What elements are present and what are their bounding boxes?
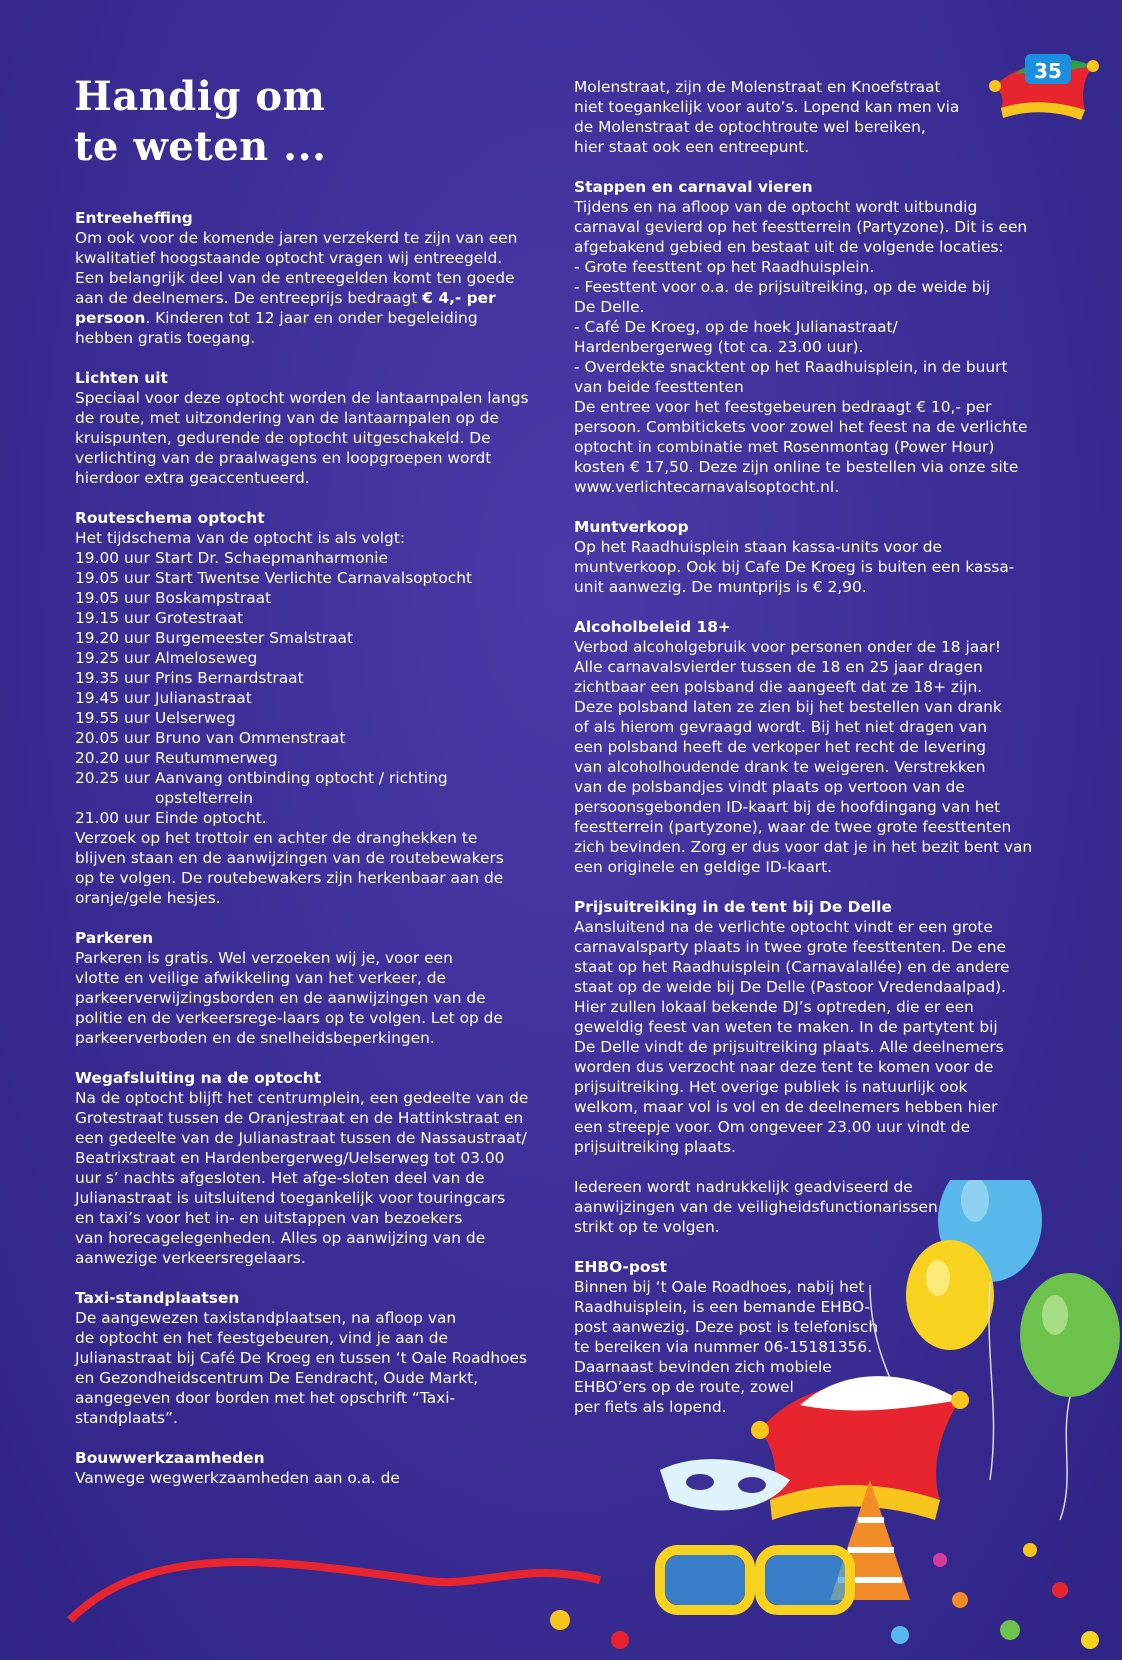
page-number: 35 (1034, 59, 1062, 83)
section-heading: Stappen en carnaval vieren (574, 178, 813, 196)
section-stappen (574, 177, 1049, 497)
schedule-event: Reutummerweg (155, 749, 278, 767)
section-text: Op het Raadhuisplein staan kassa-units voor de muntverkoop. Ook bij Cafe De Kroeg is buiten een kassa- unit aanwezig. De muntprijs is € 2,90. (574, 538, 1015, 596)
text-part: Om ook voor de komende jaren verzekerd te zijn van een kwalitatief hoogstaande optocht vragen wij entreegeld. Een belangrijk deel van de entreegelden komt ten goede aan de deelnemers. De entreeprijs bedraagt (75, 229, 518, 307)
jester-hat-icon (751, 1376, 969, 1520)
schedule-event: Julianastraat (155, 689, 252, 707)
schedule-row (75, 808, 555, 828)
schedule-row (75, 648, 555, 668)
schedule-time: 19.05 uur (75, 589, 150, 607)
schedule-time: 19.55 uur (75, 709, 150, 727)
schedule-time: 19.05 uur (75, 569, 150, 587)
page-title (74, 72, 326, 172)
schedule-event: Prins Bernardstraat (155, 669, 304, 687)
schedule-event: Burgemeester Smalstraat (155, 629, 354, 647)
schedule-time: 20.05 uur (75, 729, 150, 747)
section-heading: EHBO-post (574, 1258, 667, 1276)
schedule-time: 19.00 uur (75, 549, 150, 567)
schedule-time: 19.25 uur (75, 649, 150, 667)
schedule-event: Uelserweg (155, 709, 236, 727)
schedule-event: Grotestraat (155, 609, 244, 627)
schedule-time: 20.20 uur (75, 749, 150, 767)
schedule-row (75, 568, 555, 588)
section-text: Tijdens en na afloop van de optocht wordt uitbundig carnaval gevierd op het feestterrein (Partyzone). Dit is een afgebakend gebied en bestaat uit de volgende locaties: - Grote feesttent op het Raadhuisplein. - Feesttent voor o.a. de prijsuitreiking, op de weide bij De Delle. - Café De Kroeg, op de hoek Julianastraat/ Hardenbergerweg (tot ca. 23.00 uur). - Overdekte snacktent op het Raadhuisplein, in de buurt van beide feesttenten De entree voor het feestgebeuren bedraagt € 10,- per persoon. Combitickets voor zowel het feest na de verlichte optocht in combinatie met Rosenmontag (Power Hour) kosten € 17,50. Deze zijn online te bestellen via onze site www.verlichtecarnavalsoptocht.nl. (574, 198, 1028, 496)
schedule-row (75, 668, 555, 688)
section-text: Aansluitend na de verlichte optocht vindt er een grote carnavalsparty plaats in twee grote feesttenten. De ene staat op het Raadhuisplein (Carnavalallée) en de andere staat op de weide bij De Delle (Pastoor Vredendaalpad). Hier zullen lokaal bekende DJ’s optreden, die er een geweldig feest van weten te maken. In de partytent bij De Delle vindt de prijsuitreiking plaats. Alle deelnemers worden dus verzocht naar deze tent te komen voor de prijsuitreiking. Het overige publiek is natuurlijk ook welkom, maar vol is vol en de deelnemers hebben hier een streepje voor. Om ongeveer 23.00 uur vindt de prijsuitreiking plaats. (574, 918, 1010, 1156)
title-line-1: Handig om (74, 73, 326, 120)
section-lichten-uit (75, 368, 555, 488)
section-muntverkoop (574, 517, 1049, 597)
carnival-decoration (0, 1180, 1122, 1660)
section-heading: Muntverkoop (574, 518, 689, 536)
section-heading: Entreeheffing (75, 209, 193, 227)
schedule-time: 21.00 uur (75, 809, 150, 827)
section-heading: Bouwwerkzaamheden (75, 1449, 265, 1467)
schedule-time: 19.35 uur (75, 669, 150, 687)
section-parkeren (75, 928, 555, 1048)
schedule-event: Almeloseweg (155, 649, 258, 667)
schedule-event: Boskampstraat (155, 589, 272, 607)
section-routeschema (75, 508, 555, 908)
schedule-row (75, 728, 555, 748)
schedule-time: 20.25 uur (75, 769, 150, 787)
schedule-time: 19.20 uur (75, 629, 150, 647)
section-alcoholbeleid (574, 617, 1049, 877)
section-text: Speciaal voor deze optocht worden de lantaarnpalen langs de route, met uitzondering van de lantaarnpalen op de kruispunten, gedurende de optocht uitgeschakeld. De verlichting van de praalwagens en loopgroepen wordt hierdoor extra geaccentueerd. (75, 389, 529, 487)
section-heading: Alcoholbeleid 18+ (574, 618, 731, 636)
section-text: Parkeren is gratis. Wel verzoeken wij je, voor een vlotte en veilige afwikkeling van het verkeer, de parkeerverwijzingsborden en de aanwijzingen van de politie en de verkeersrege-laars op te volgen. Let op de parkeerverboden en de snelheidsbeperkingen. (75, 949, 503, 1047)
schedule-list (75, 548, 555, 828)
schedule-event: Aanvang ontbinding optocht / richting opstelterrein (155, 769, 448, 807)
section-text (75, 228, 555, 348)
schedule-intro: Het tijdschema van de optocht is als volgt: (75, 529, 406, 547)
schedule-outro: Verzoek op het trottoir en achter de dranghekken te blijven staan en de aanwijzingen van de routebewakers op te volgen. De routebewakers zijn herkenbaar aan de oranje/gele hesjes. (75, 829, 504, 907)
schedule-row (75, 708, 555, 728)
section-text: De aangewezen taxistandplaatsen, na afloop van de optocht en het feestgebeuren, vind je aan de Julianastraat bij Café De Kroeg en tussen ‘t Oale Roadhoes en Gezondheidscentrum De Eendracht, Oude Markt, aangegeven door borden met het opschrift “Taxi- standplaats”. (75, 1309, 527, 1427)
schedule-row (75, 628, 555, 648)
schedule-row (75, 748, 555, 768)
section-text: Na de optocht blijft het centrumplein, een gedeelte van de Grotestraat tussen de Oranjestraat en de Hattinkstraat en een gedeelte van de Julianastraat tussen de Nassaustraat/ Beatrixstraat en Hardenbergerweg/Uelserweg tot 03.00 uur s’ nachts afgesloten. Het afge-sloten deel van de Julianastraat is uitsluitend toegankelijk voor touringcars en taxi’s voor het in- en uitstappen van bezoekers van horecagelegenheden. Alles op aanwijzing van de aanwezige verkeersregelaars. (75, 1089, 529, 1267)
schedule-row (75, 688, 555, 708)
schedule-row (75, 608, 555, 628)
section-continuation (574, 77, 1049, 157)
title-line-2: te weten ... (74, 123, 327, 170)
schedule-event: Start Twentse Verlichte Carnavalsoptocht (155, 569, 473, 587)
schedule-time: 19.45 uur (75, 689, 150, 707)
section-heading: Taxi-standplaatsen (75, 1289, 240, 1307)
section-text: Molenstraat, zijn de Molenstraat en Knoefstraat niet toegankelijk voor auto’s. Lopend kan men via de Molenstraat de optochtroute wel bereiken, hier staat ook een entreepunt. (574, 78, 960, 156)
glasses-icon (660, 1550, 850, 1610)
text-part: . Kinderen tot 12 jaar en onder begeleiding hebben gratis toegang. (75, 309, 478, 347)
schedule-row (75, 588, 555, 608)
schedule-row (75, 768, 555, 808)
schedule-row (75, 548, 555, 568)
section-text: Iedereen wordt nadrukkelijk geadviseerd de aanwijzingen van de veiligheidsfunctionarissen strikt op te volgen. (574, 1178, 938, 1236)
section-heading: Prijsuitreiking in de tent bij De Delle (574, 898, 892, 916)
streamer-icon (70, 1562, 600, 1620)
section-heading: Lichten uit (75, 369, 168, 387)
section-heading: Wegafsluiting na de optocht (75, 1069, 322, 1087)
schedule-event: Bruno van Ommenstraat (155, 729, 346, 747)
section-heading: Routeschema optocht (75, 509, 265, 527)
section-prijsuitreiking (574, 897, 1049, 1157)
section-text: Verbod alcoholgebruik voor personen onder de 18 jaar! Alle carnavalsvierder tussen de 18 en 25 jaar dragen zichtbaar een polsband die aangeeft dat ze 18+ zijn. Deze polsband laten ze zien bij het bestellen van drank of als hierom gevraagd wordt. Bij het niet dragen van een polsband heeft de verkoper het recht de levering van alcoholhoudende drank te weigeren. Verstrekken van de polsbandjes vindt plaats op vertoon van de persoonsgebonden ID-kaart bij de hoofdingang van het feestterrein (partyzone), waar de twee grote feesttenten zich bevinden. Zorg er dus voor dat je in het bezit bent van een originele en geldige ID-kaart. (574, 638, 1033, 876)
section-heading: Parkeren (75, 929, 154, 947)
section-entreeheffing (75, 208, 555, 348)
price-bold: € 4,- per persoon (75, 289, 496, 327)
schedule-event: Start Dr. Schaepmanharmonie (155, 549, 389, 567)
schedule-event: Einde optocht. (155, 809, 267, 827)
section-text: Binnen bij ‘t Oale Roadhoes, nabij het Raadhuisplein, is een bemande EHBO- post aanwezig. Deze post is telefonisch te bereiken via nummer 06-15181356. Daarnaast bevinden zich mobiele EHBO’ers op de route, zowel per fiets als lopend. (574, 1278, 879, 1416)
section-text: Vanwege wegwerkzaamheden aan o.a. de (75, 1469, 400, 1487)
schedule-time: 19.15 uur (75, 609, 150, 627)
